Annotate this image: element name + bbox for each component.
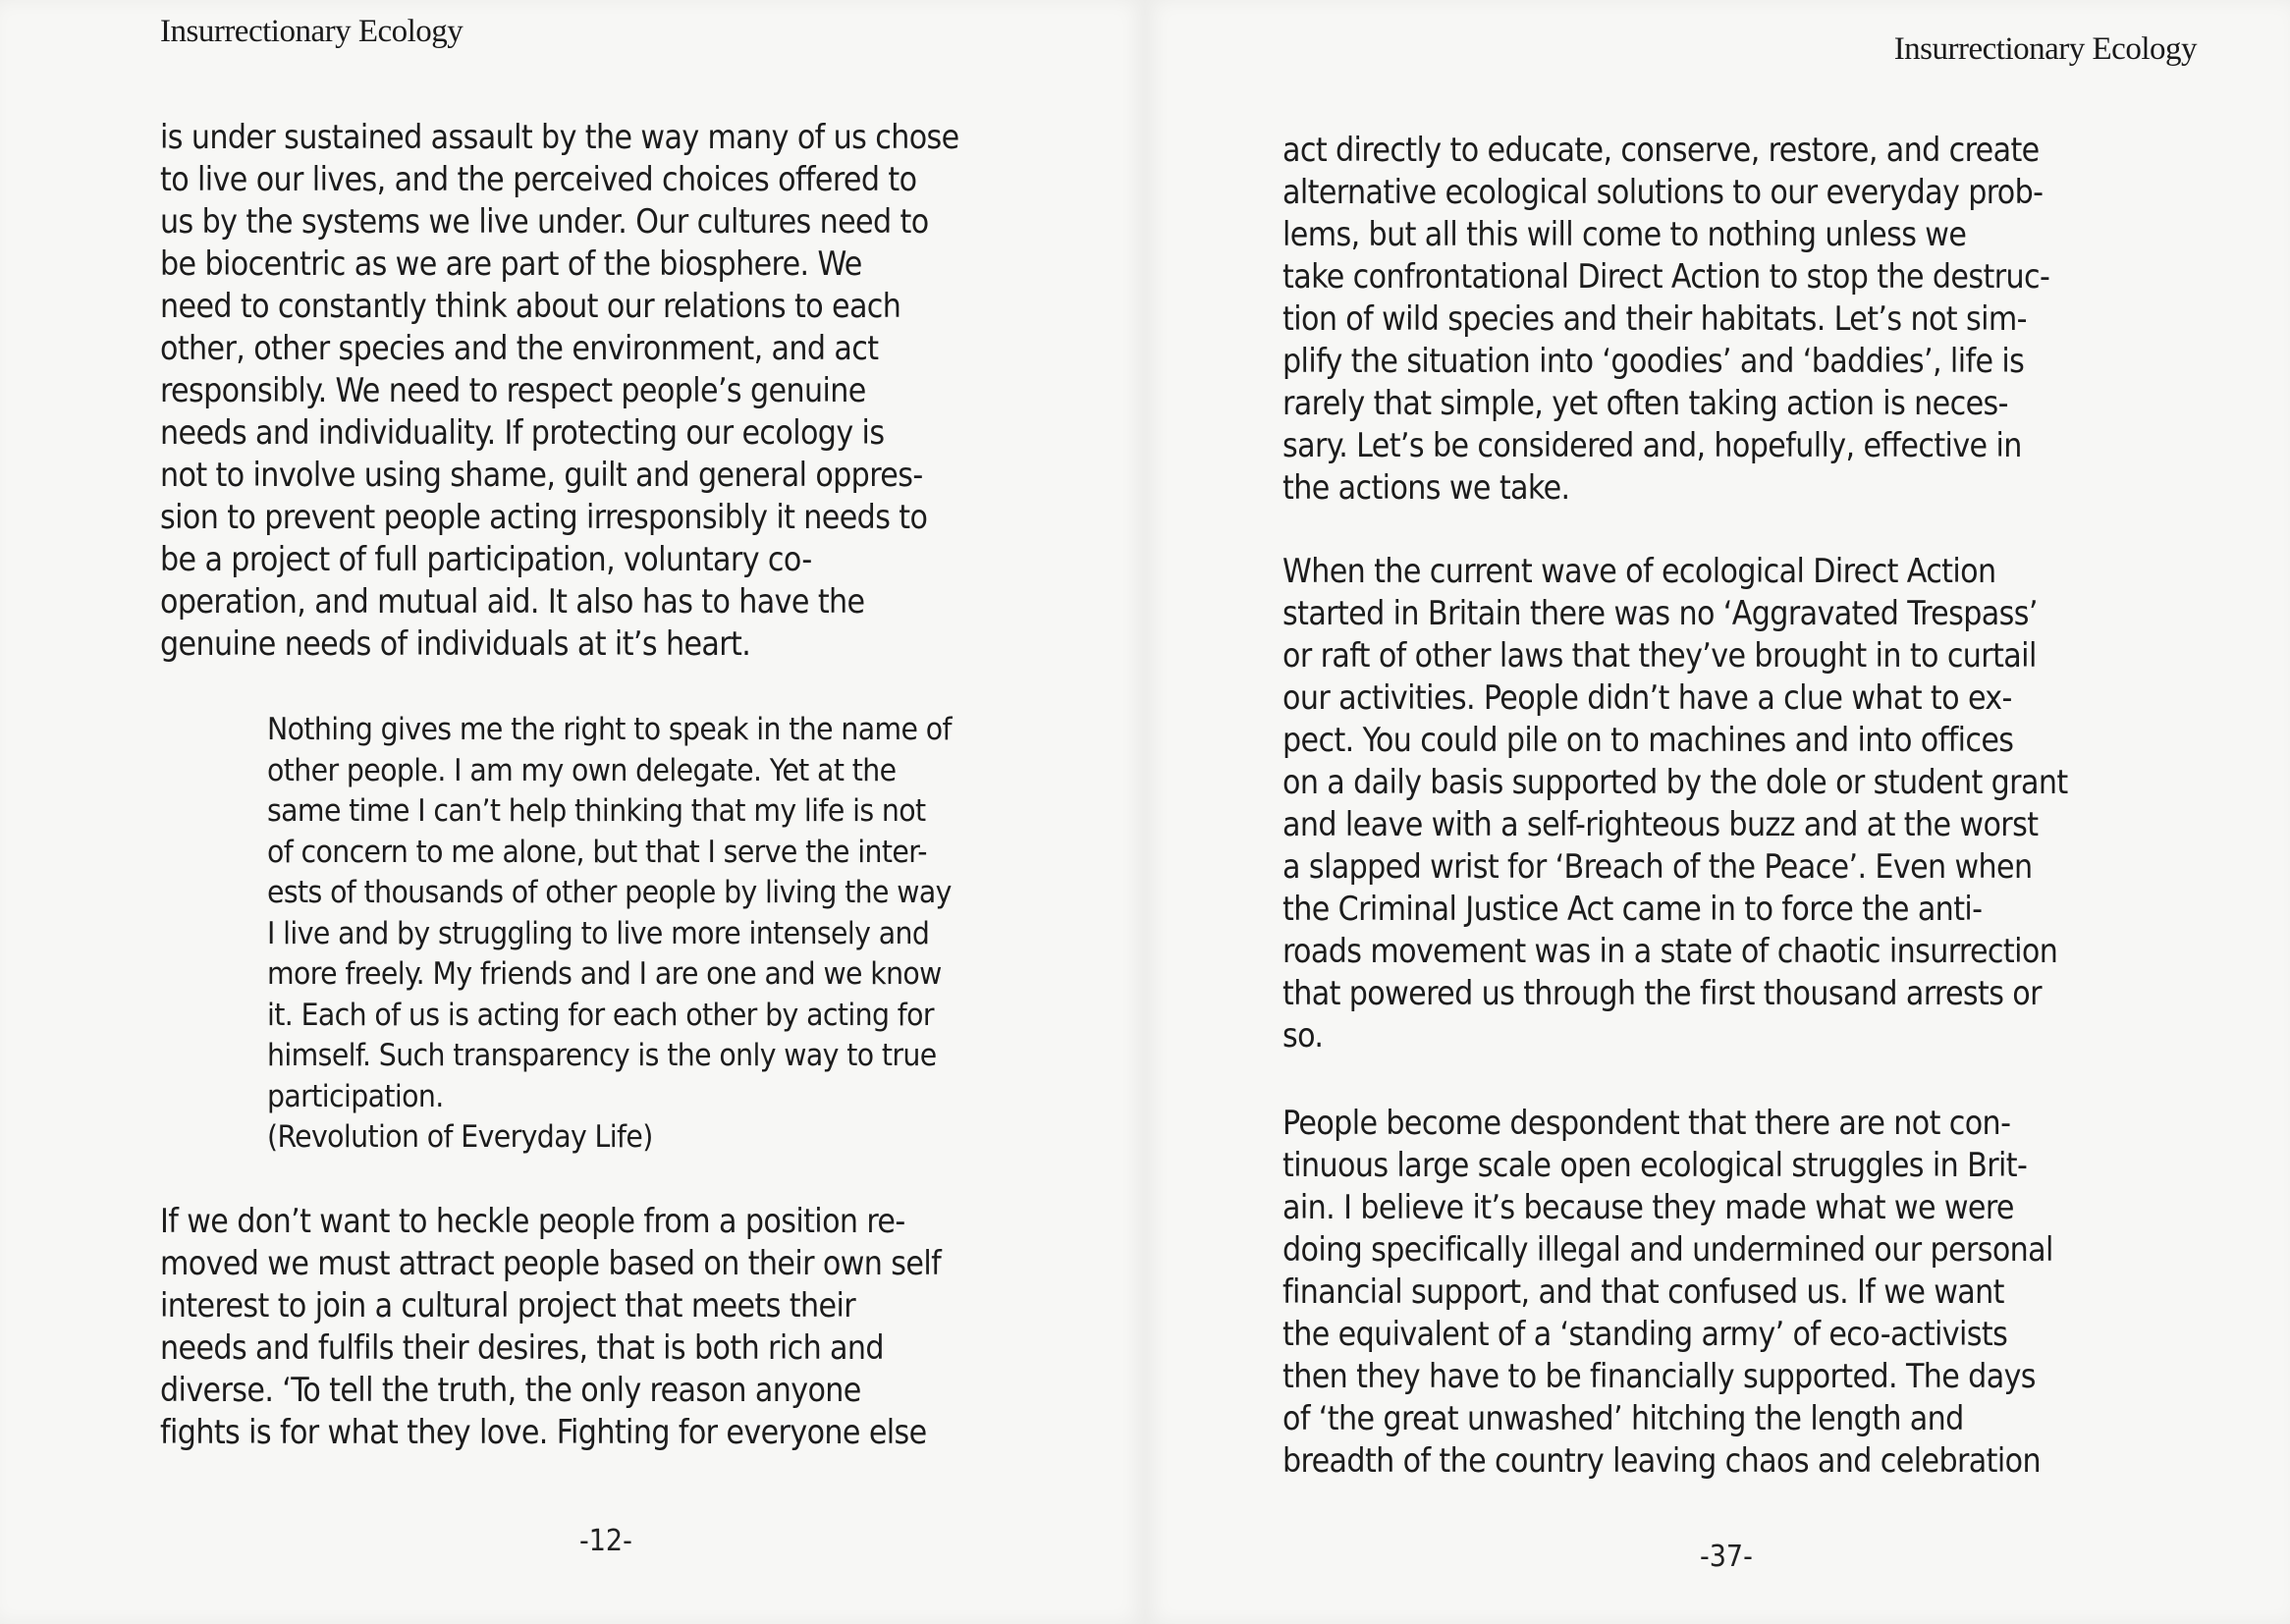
text-line: fights is for what they love. Fighting for everyone else bbox=[160, 1413, 927, 1451]
text-line: take confrontational Direct Action to stop the destruc- bbox=[1282, 257, 2050, 296]
text-line: sary. Let’s be considered and, hopefully, effective in bbox=[1282, 426, 2022, 464]
text-line: the equivalent of a ‘standing army’ of eco-activists bbox=[1282, 1315, 2008, 1353]
page-number: -37- bbox=[1700, 1540, 1753, 1574]
text-line: diverse. ‘To tell the truth, the only reason anyone bbox=[160, 1371, 861, 1409]
text-line: so. bbox=[1282, 1016, 1324, 1055]
text-line: need to constantly think about our relations to each bbox=[160, 287, 901, 325]
text-line: and leave with a self-righteous buzz and at the worst bbox=[1282, 805, 2039, 843]
text-line: tion of wild species and their habitats. Let’s not sim- bbox=[1282, 299, 2027, 338]
text-line: doing specifically illegal and undermined our personal bbox=[1282, 1230, 2053, 1269]
text-line: the Criminal Justice Act came in to force the anti- bbox=[1282, 890, 1983, 928]
text-line: not to involve using shame, guilt and general oppres- bbox=[160, 456, 923, 494]
text-line: started in Britain there was no ‘Aggravated Trespass’ bbox=[1282, 594, 2038, 632]
text-line: act directly to educate, conserve, restore, and create bbox=[1282, 131, 2040, 169]
text-line: a slapped wrist for ‘Breach of the Peace’. Even when bbox=[1282, 847, 2033, 886]
quote-line: more freely. My friends and I are one and we know bbox=[267, 956, 942, 992]
text-line: that powered us through the first thousand arrests or bbox=[1282, 974, 2042, 1012]
quote-line: himself. Such transparency is the only way to true bbox=[267, 1038, 937, 1073]
running-head: Insurrectionary Ecology bbox=[1893, 31, 2197, 67]
quote-line: ests of thousands of other people by living the way bbox=[267, 875, 952, 910]
quote-line: same time I can’t help thinking that my life is not bbox=[267, 793, 926, 829]
paragraph bbox=[1282, 129, 2225, 509]
paragraph bbox=[160, 116, 1073, 665]
text-line: roads movement was in a state of chaotic insurrection bbox=[1282, 932, 2058, 970]
text-line: is under sustained assault by the way many of us chose bbox=[160, 118, 959, 156]
text-line: other, other species and the environment, and act bbox=[160, 329, 879, 367]
text-line: tinuous large scale open ecological struggles in Brit- bbox=[1282, 1146, 2028, 1184]
text-line: to live our lives, and the perceived choices offered to bbox=[160, 160, 917, 198]
block-quote bbox=[267, 710, 1072, 1159]
text-line: needs and individuality. If protecting our ecology is bbox=[160, 413, 885, 452]
running-head: Insurrectionary Ecology bbox=[160, 14, 463, 49]
quote-line: I live and by struggling to live more intensely and bbox=[267, 915, 930, 951]
paragraph bbox=[1282, 550, 2225, 1056]
text-line: operation, and mutual aid. It also has to have the bbox=[160, 582, 865, 621]
text-line: pect. You could pile on to machines and into offices bbox=[1282, 721, 2014, 759]
text-line: needs and fulfils their desires, that is both rich and bbox=[160, 1328, 884, 1367]
text-line: us by the systems we live under. Our cultures need to bbox=[160, 202, 929, 241]
text-line: the actions we take. bbox=[1282, 468, 1570, 507]
text-line: sion to prevent people acting irresponsibly it needs to bbox=[160, 498, 928, 536]
text-line: When the current wave of ecological Direct Action bbox=[1282, 552, 1996, 590]
text-line: responsibly. We need to respect people’s genuine bbox=[160, 371, 866, 409]
quote-line: Nothing gives me the right to speak in the name of bbox=[267, 712, 952, 747]
text-line: breadth of the country leaving chaos and celebration bbox=[1282, 1441, 2041, 1480]
text-line: be biocentric as we are part of the biosphere. We bbox=[160, 244, 862, 283]
text-line: be a project of full participation, voluntary co- bbox=[160, 540, 812, 578]
quote-line: participation. bbox=[267, 1078, 444, 1114]
text-line: on a daily basis supported by the dole or student grant bbox=[1282, 763, 2068, 801]
text-line: If we don’t want to heckle people from a position re- bbox=[160, 1202, 905, 1240]
text-line: financial support, and that confused us. If we want bbox=[1282, 1272, 2004, 1311]
text-line: moved we must attract people based on their own self bbox=[160, 1244, 942, 1282]
page-number: -12- bbox=[579, 1524, 632, 1558]
text-line: plify the situation into ‘goodies’ and ‘baddies’, life is bbox=[1282, 342, 2025, 380]
quote-line: it. Each of us is acting for each other by acting for bbox=[267, 997, 934, 1033]
text-line: of ‘the great unwashed’ hitching the length and bbox=[1282, 1399, 1964, 1437]
text-line: genuine needs of individuals at it’s heart. bbox=[160, 624, 751, 663]
text-line: alternative ecological solutions to our everyday prob- bbox=[1282, 173, 2044, 211]
paragraph bbox=[1282, 1102, 2225, 1482]
quote-line: other people. I am my own delegate. Yet at the bbox=[267, 752, 897, 788]
quote-attribution: (Revolution of Everyday Life) bbox=[267, 1119, 653, 1155]
right-page bbox=[1145, 0, 2290, 1624]
paragraph bbox=[160, 1200, 1073, 1453]
text-line: or raft of other laws that they’ve brought in to curtail bbox=[1282, 636, 2037, 675]
text-line: our activities. People didn’t have a clue what to ex- bbox=[1282, 678, 2012, 717]
quote-line: of concern to me alone, but that I serve the inter- bbox=[267, 834, 927, 870]
text-line: ain. I believe it’s because they made what we were bbox=[1282, 1188, 2014, 1226]
text-line: then they have to be financially supported. The days bbox=[1282, 1357, 2036, 1395]
text-line: interest to join a cultural project that meets their bbox=[160, 1286, 856, 1325]
text-line: People become despondent that there are not con- bbox=[1282, 1104, 2011, 1142]
text-line: rarely that simple, yet often taking action is neces- bbox=[1282, 384, 2008, 422]
text-line: lems, but all this will come to nothing unless we bbox=[1282, 215, 1967, 253]
